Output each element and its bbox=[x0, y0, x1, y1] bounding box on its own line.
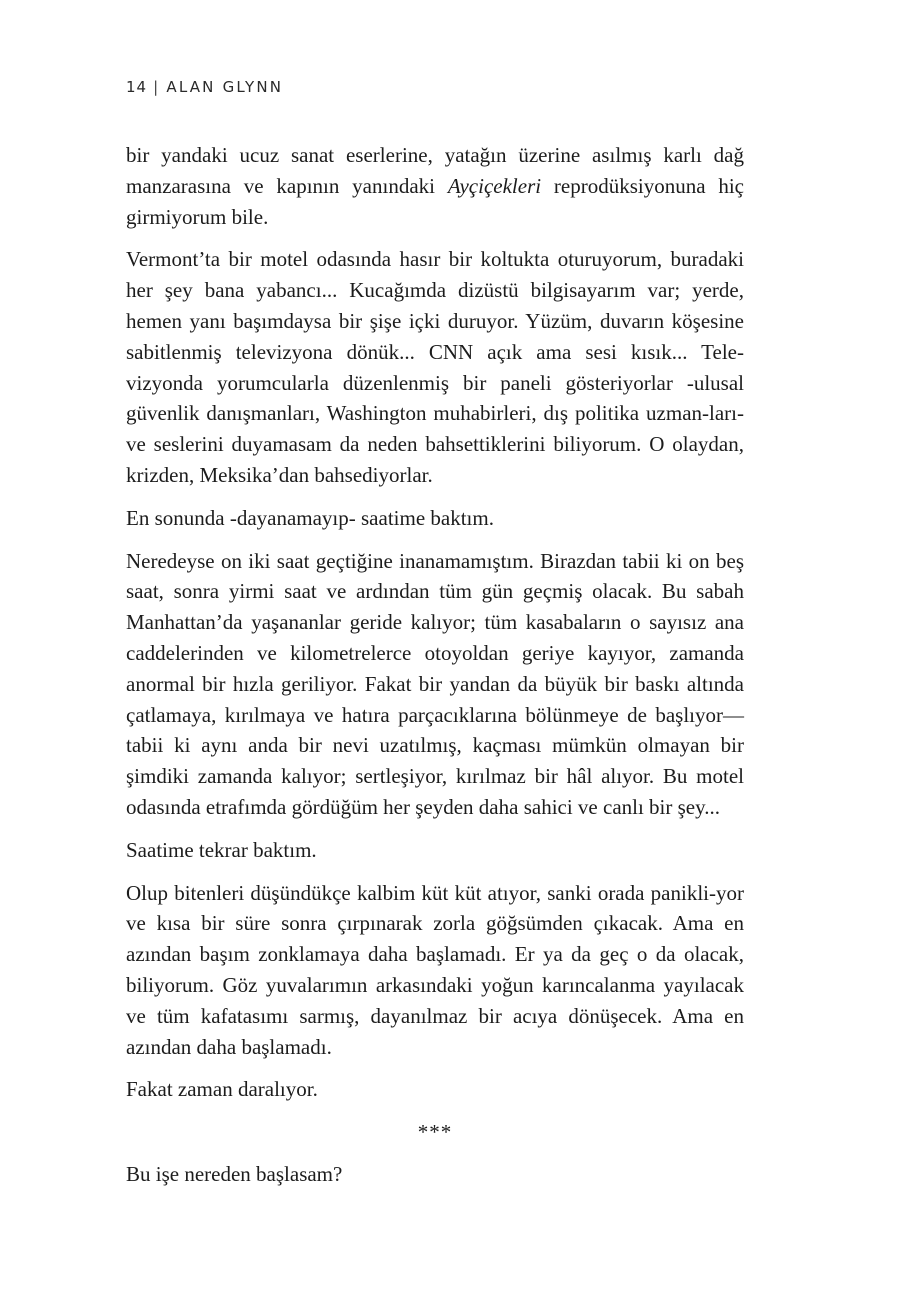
book-page bbox=[126, 0, 744, 1300]
paragraph-5: Saatime tekrar baktım. bbox=[126, 837, 317, 862]
paragraph-1-start: bir yandaki ucuz sanat eserlerine, yatağın üzerine asılmış karlı dağ manzarasına ve kapının yanındaki bbox=[126, 143, 744, 198]
paragraph-6: Olup bitenleri düşündükçe kalbim küt küt atıyor, sanki orada panikli-yor ve kısa bir süre sonra çırpınarak zorla göğsümden çıkacak. Ama en azından başım zonklamaya daha başlamadı. Er ya da geç o da olacak, biliyorum. Göz yuvalarımın arkasındaki yoğun karıncalanma yayılacak ve tüm kafatasımı sarmış, dayanılmaz bir acıya dönüşecek. Ama en azından daha başlamadı. bbox=[126, 880, 744, 1059]
author-name: ALAN GLYNN bbox=[166, 78, 284, 96]
scene-break: *** bbox=[417, 1120, 453, 1145]
paragraph-3: En sonunda -dayanamayıp- saatime baktım. bbox=[126, 505, 494, 530]
paragraph-1-end: reprodüksiyonuna hiç girmiyorum bile. bbox=[126, 173, 745, 229]
paragraph-7: Fakat zaman daralıyor. bbox=[126, 1077, 318, 1102]
body-text bbox=[126, 140, 744, 1202]
header-separator: | bbox=[153, 78, 161, 96]
paragraph-2: Vermont’ta bir motel odasında hasır bir koltukta oturuyorum, buradaki her şey bana yabancı... Kucağımda dizüstü bilgisayarım var; yerde, hemen yanı başımdaysa bir şişe içki duruyor. Yüzüm, duvarın köşesine sabitlenmiş televizyona dönük... CNN açık ama sesi kısık... Tele-vizyonda yorumcularla düzenlenmiş bir paneli gösteriyorlar -ulusal güvenlik danışmanları, Washington muhabirleri, dış politika uzman-ları- ve seslerini duyamasam da neden bahsettiklerini biliyorum. O olaydan, krizden, Meksika’dan bahsediyorlar. bbox=[126, 247, 744, 487]
paragraph-4: Neredeyse on iki saat geçtiğine inanamamıştım. Birazdan tabii ki on beş saat, sonra yirmi saat ve ardından tüm gün geçmiş olacak. Bu sabah Manhattan’da yaşananlar geride kalıyor; tüm kasabaların o sayısız ana caddelerinden ve kilometrelerce otoyoldan geriye kayıyor, zamanda anormal bir hızla geriliyor. Fakat bir yandan da büyük bir baskı altında çatlamaya, kırılmaya ve hatıra parçacıklarına bölünmeye de başlıyor—tabii ki aynı anda bir nevi uzatılmış, kaçması mümkün olmayan bir şimdiki zamanda kalıyor; sertleşiyor, kırılmaz bir hâl alıyor. Bu motel odasında etrafımda gördüğüm her şeyden daha sahici ve canlı bir şey... bbox=[126, 548, 744, 819]
running-head bbox=[126, 78, 283, 96]
paragraph-1 bbox=[126, 140, 744, 232]
paragraph-8: Bu işe nereden başlasam? bbox=[126, 1162, 343, 1187]
artwork-title: Ayçiçekleri bbox=[447, 173, 542, 198]
page-number: 14 bbox=[126, 78, 148, 96]
